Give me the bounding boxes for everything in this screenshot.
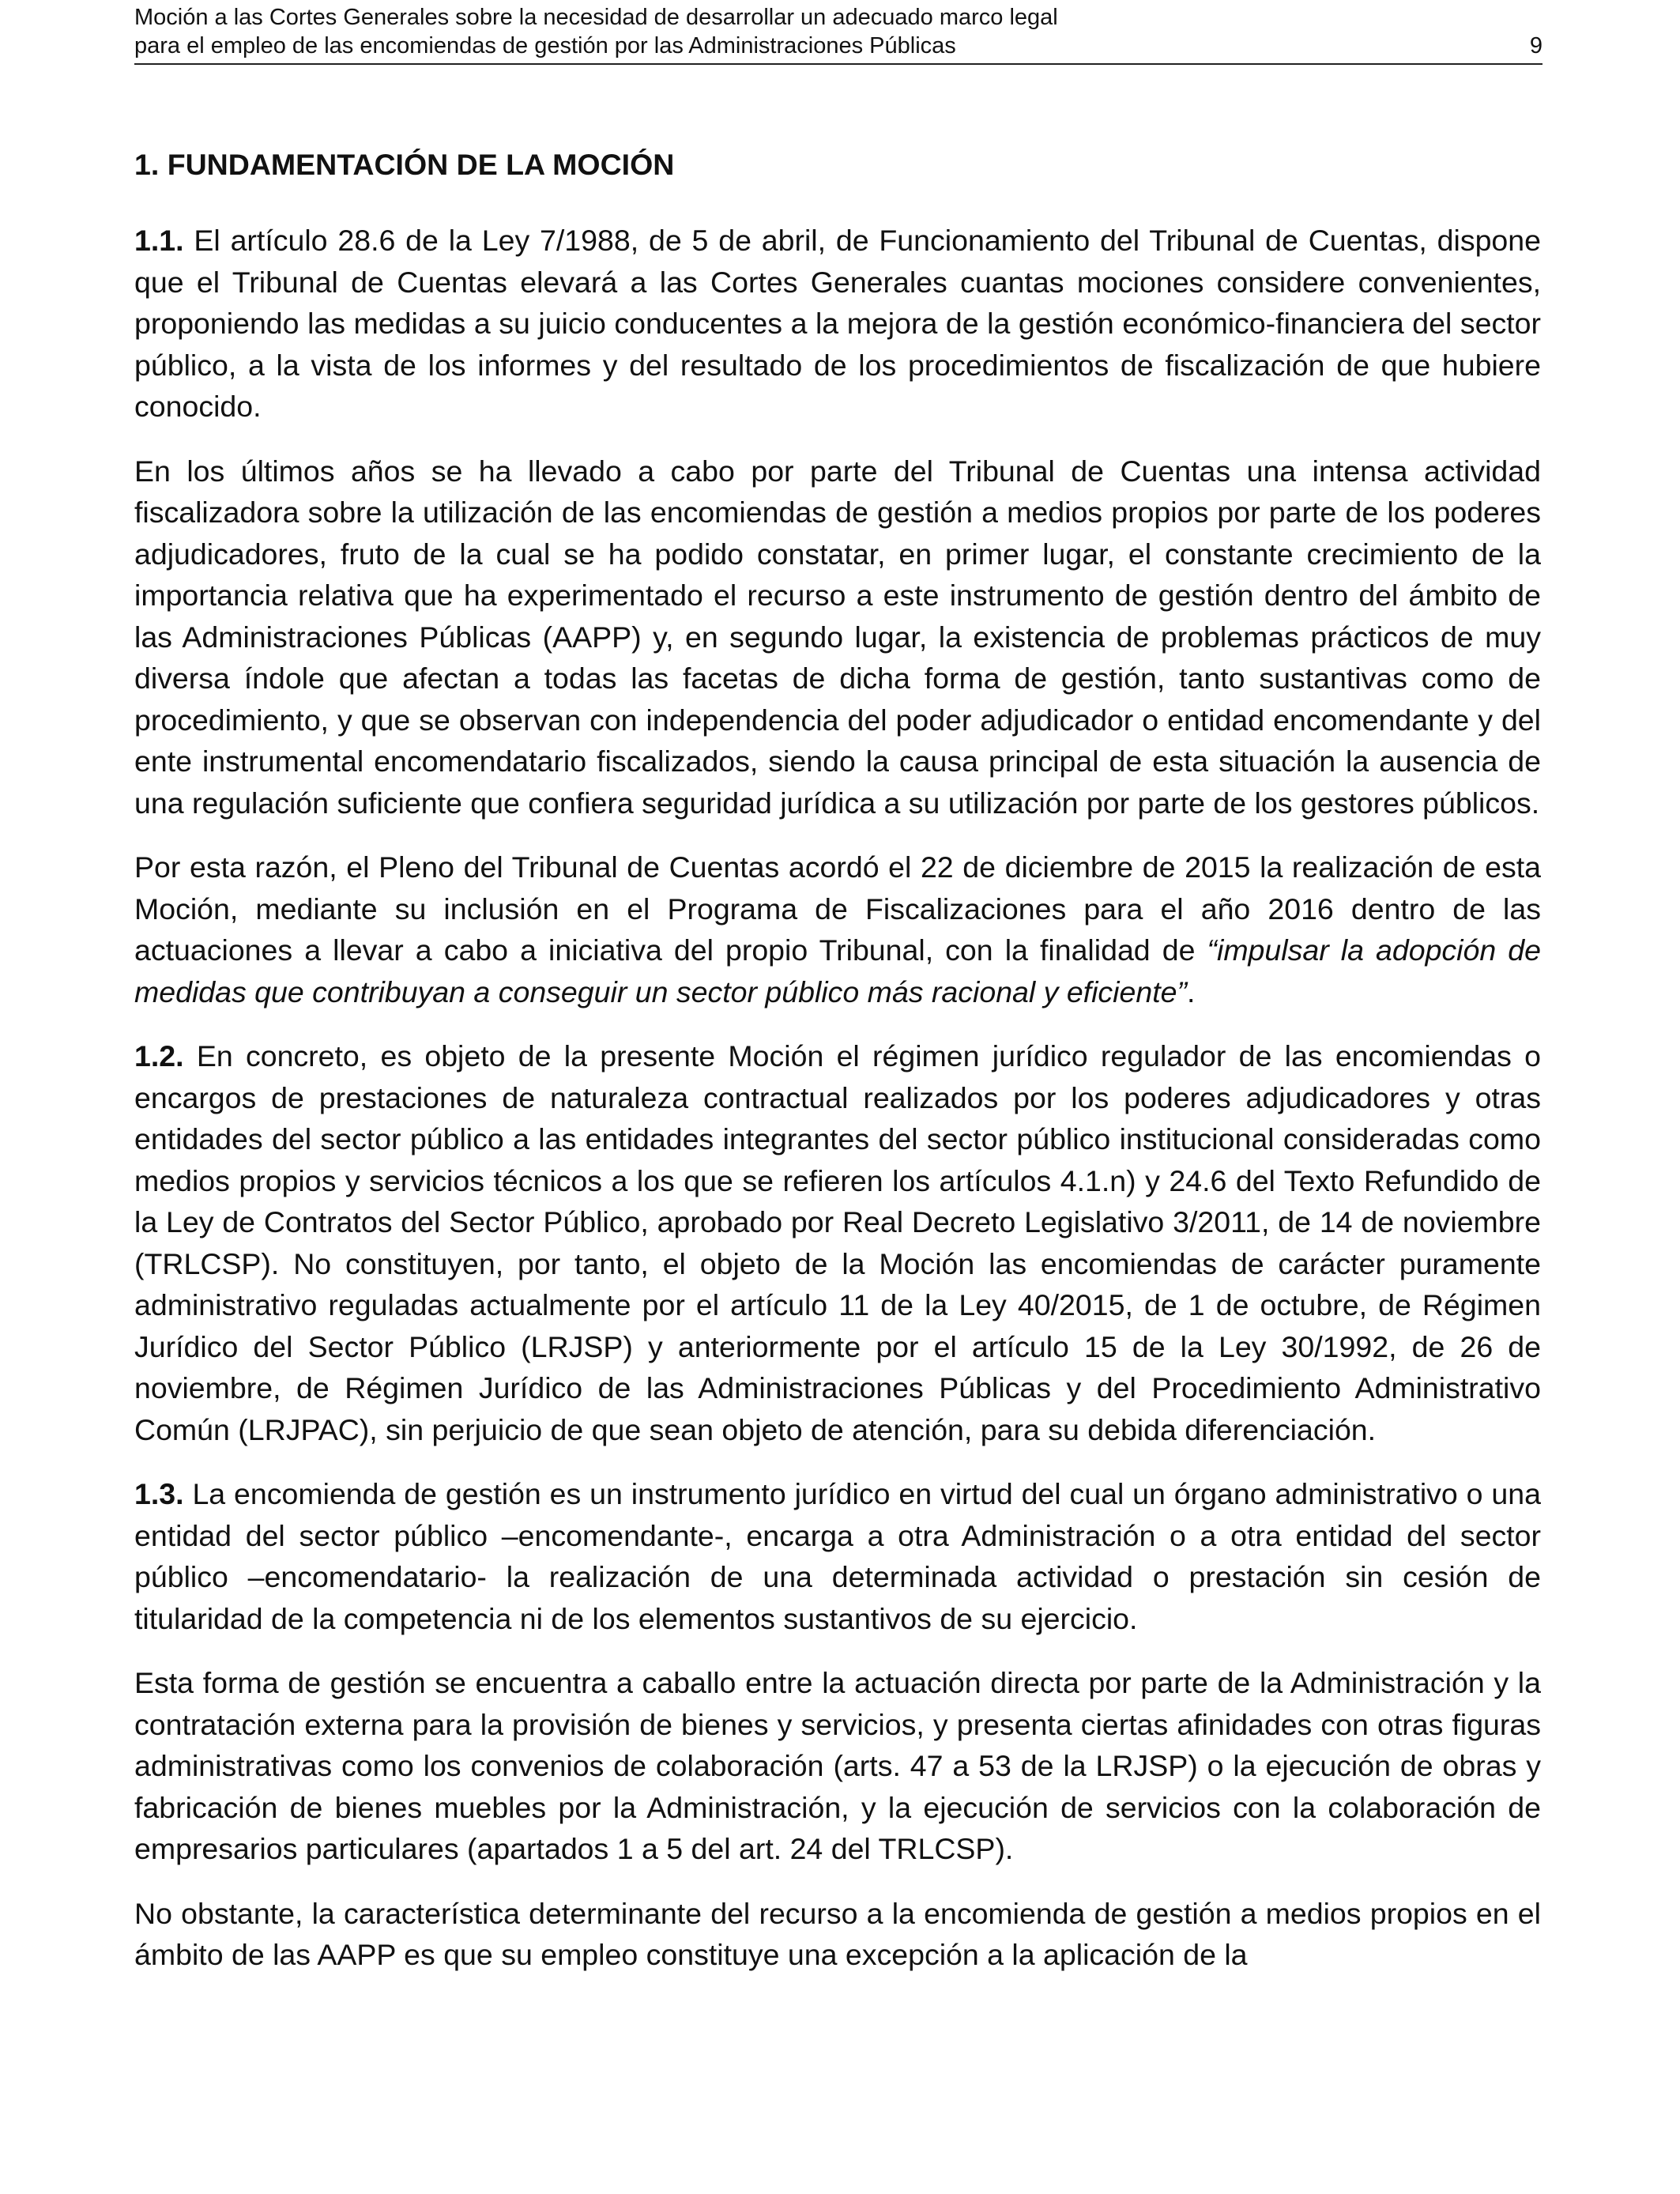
paragraph-1-1 <box>134 220 1541 428</box>
header-title-line-2: para el empleo de las encomiendas de gestión por las Administraciones Públicas <box>134 33 956 58</box>
page-header <box>134 0 1543 65</box>
paragraph-text: La encomienda de gestión es un instrumento jurídico en virtud del cual un órgano administrativo o una entidad del sector público –encomendante-, encarga a otra Administración o a otra entidad del sector público –encomendatario- la realización de una determinada actividad o prestación sin cesión de titularidad de la competencia ni de los elementos sustantivos de su ejercicio. <box>134 1477 1541 1635</box>
section-title: 1. FUNDAMENTACIÓN DE LA MOCIÓN <box>134 148 675 181</box>
paragraph-number: 1.2. <box>134 1039 184 1072</box>
paragraph-2: En los últimos años se ha llevado a cabo por parte del Tribunal de Cuentas una intensa actividad fiscalizadora sobre la utilización de las encomiendas de gestión a medios propios por parte de los poderes adjudicadores, fruto de la cual se ha podido constatar, en primer lugar, el constante crecimiento de la importancia relativa que ha experimentado el recurso a este instrumento de gestión dentro del ámbito de las Administraciones Públicas (AAPP) y, en segundo lugar, la existencia de problemas prácticos de muy diversa índole que afectan a todas las facetas de dicha forma de gestión, tanto sustantivas como de procedimiento, y que se observan con independencia del poder adjudicador o entidad encomendante y del ente instrumental encomendatario fiscalizados, siendo la causa principal de esta situación la ausencia de una regulación suficiente que confiera seguridad jurídica a su utilización por parte de los gestores públicos. <box>134 454 1541 820</box>
quoted-purpose: “impulsar la adopción de medidas que contribuyan a conseguir un sector público más racional y eficiente” <box>134 933 1541 1008</box>
paragraph-text: El artículo 28.6 de la Ley 7/1988, de 5 de abril, de Funcionamiento del Tribunal de Cuentas, dispone que el Tribunal de Cuentas elevará a las Cortes Generales cuantas mociones considere convenientes, proponiendo las medidas a su juicio conducentes a la mejora de la gestión económico-financiera del sector público, a la vista de los informes y del resultado de los procedimientos de fiscalización de que hubiere conocido. <box>134 224 1541 423</box>
document-body <box>134 144 1541 1999</box>
paragraph-6: Esta forma de gestión se encuentra a caballo entre la actuación directa por parte de la Administración y la contratación externa para la provisión de bienes y servicios, y presenta ciertas afinidades con otras figuras administrativas como los convenios de colaboración (arts. 47 a 53 de la LRJSP) o la ejecución de obras y fabricación de bienes muebles por la Administración, y la ejecución de servicios con la colaboración de empresarios particulares (apartados 1 a 5 del art. 24 del TRLCSP). <box>134 1666 1541 1865</box>
paragraph-1-3 <box>134 1473 1541 1639</box>
paragraph-text: Por esta razón, el Pleno del Tribunal de Cuentas acordó el 22 de diciembre de 2015 la realización de esta Moción, mediante su inclusión en el Programa de Fiscalizaciones para el año 2016 dentro de las actuaciones a llevar a cabo a iniciativa del propio Tribunal, con la finalidad de <box>134 850 1541 967</box>
paragraph-number: 1.1. <box>134 224 184 257</box>
paragraph-end: . <box>1186 974 1196 1008</box>
paragraph-1-2 <box>134 1035 1541 1450</box>
paragraph-text: En concreto, es objeto de la presente Moción el régimen jurídico regulador de las encomiendas o encargos de prestaciones de naturaleza contractual realizados por los poderes adjudicadores y otras entidades del sector público a las entidades integrantes del sector público institucional consideradas como medios propios y servicios técnicos a los que se refieren los artículos 4.1.n) y 24.6 del Texto Refundido de la Ley de Contratos del Sector Público, aprobado por Real Decreto Legislativo 3/2011, de 14 de noviembre (TRLCSP). No constituyen, por tanto, el objeto de la Moción las encomiendas de carácter puramente administrativo reguladas actualmente por el artículo 11 de la Ley 40/2015, de 1 de octubre, de Régimen Jurídico del Sector Público (LRJSP) y anteriormente por el artículo 15 de la Ley 30/1992, de 26 de noviembre, de Régimen Jurídico de las Administraciones Públicas y del Procedimiento Administrativo Común (LRJPAC), sin perjuicio de que sean objeto de atención, para su debida diferenciación. <box>134 1039 1541 1446</box>
header-title-line-1: Moción a las Cortes Generales sobre la necesidad de desarrollar un adecuado marco legal <box>134 5 1058 30</box>
paragraph-7: No obstante, la característica determinante del recurso a la encomienda de gestión a medios propios en el ámbito de las AAPP es que su empleo constituye una excepción a la aplicación de la <box>134 1896 1541 1971</box>
paragraph-number: 1.3. <box>134 1477 184 1510</box>
paragraph-3 <box>134 846 1541 1012</box>
page-number: 9 <box>1529 33 1543 58</box>
